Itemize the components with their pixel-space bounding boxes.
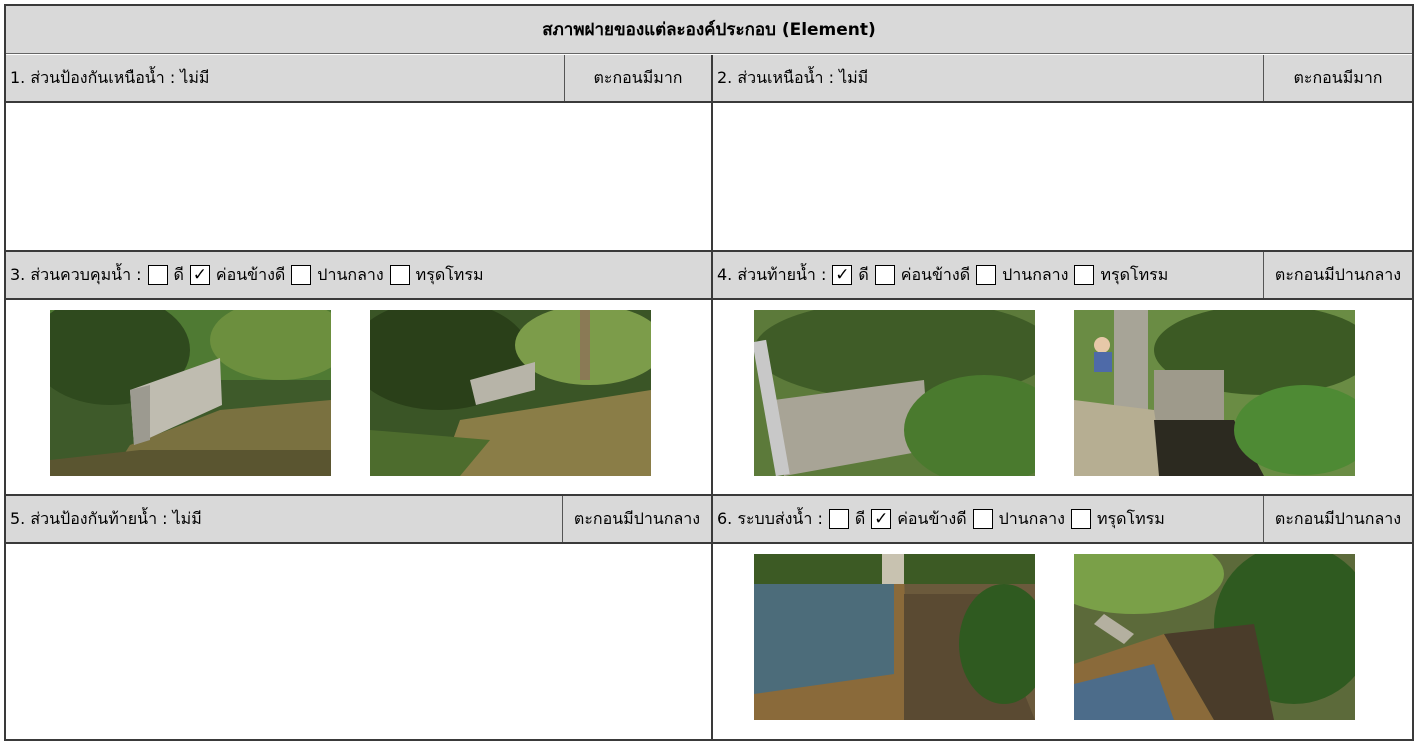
checkbox-good[interactable] [829,509,849,529]
page-title: สภาพฝายของแต่ละองค์ประกอบ (Element) [6,6,1412,54]
weir-photo [50,310,331,476]
checkbox-deteriorated[interactable] [390,265,410,285]
section-6-label [713,507,1263,532]
weir-photo [1074,310,1355,476]
section-3-prefix: 3. ส่วนควบคุมน้ำ : [10,264,142,284]
checkbox-fairly-good[interactable] [875,265,895,285]
section-1-condition: ตะกอนมีมาก [564,55,711,101]
option-label: ดี [854,508,866,528]
weir-photo [754,310,1035,476]
option-label: ทรุดโทรม [415,264,484,284]
section-2-condition: ตะกอนมีมาก [1263,55,1412,101]
option-label: ปานกลาง [317,264,384,284]
section-6-condition: ตะกอนมีปานกลาง [1263,496,1412,542]
section-5-header [6,496,711,542]
section-4-header [713,252,1412,298]
checkbox-fairly-good[interactable]: ✓ [871,509,891,529]
checkbox-fairly-good[interactable]: ✓ [190,265,210,285]
option-label: ทรุดโทรม [1100,264,1169,284]
checkbox-deteriorated[interactable] [1074,265,1094,285]
option-label: ค่อนข้างดี [900,264,971,284]
weir-photo [370,310,651,476]
section-6-header [713,496,1412,542]
checkbox-moderate[interactable] [973,509,993,529]
checkbox-deteriorated[interactable] [1071,509,1091,529]
divider [6,542,1412,544]
section-4-prefix: 4. ส่วนท้ายน้ำ : [717,264,827,284]
section-5-condition: ตะกอนมีปานกลาง [562,496,711,542]
divider [6,101,1412,103]
option-label: ปานกลาง [1002,264,1069,284]
section-1-label: 1. ส่วนป้องกันเหนือน้ำ : ไม่มี [10,67,210,87]
checkbox-moderate[interactable] [291,265,311,285]
section-2-label: 2. ส่วนเหนือน้ำ : ไม่มี [717,67,869,87]
column-divider [711,55,713,741]
section-4-label [713,263,1263,288]
checkbox-moderate[interactable] [976,265,996,285]
section-2-header [713,55,1412,101]
option-label: ค่อนข้างดี [897,508,967,528]
option-label: ดี [858,264,869,284]
option-label: ดี [173,264,184,284]
section-3-header [6,252,711,298]
section-5-label: 5. ส่วนป้องกันท้ายน้ำ : ไม่มี [10,508,202,528]
canal-photo [754,554,1035,720]
divider [6,298,1412,300]
canal-photo [1074,554,1355,720]
section-1-header [6,55,711,101]
section-6-prefix: 6. ระบบส่งน้ำ : [717,508,823,528]
option-label: ปานกลาง [998,508,1065,528]
option-label: ค่อนข้างดี [215,264,286,284]
checkbox-good[interactable] [148,265,168,285]
section-4-condition: ตะกอนมีปานกลาง [1263,252,1412,298]
option-label: ทรุดโทรม [1096,508,1165,528]
checkbox-good[interactable]: ✓ [832,265,852,285]
section-3-label [6,263,711,288]
